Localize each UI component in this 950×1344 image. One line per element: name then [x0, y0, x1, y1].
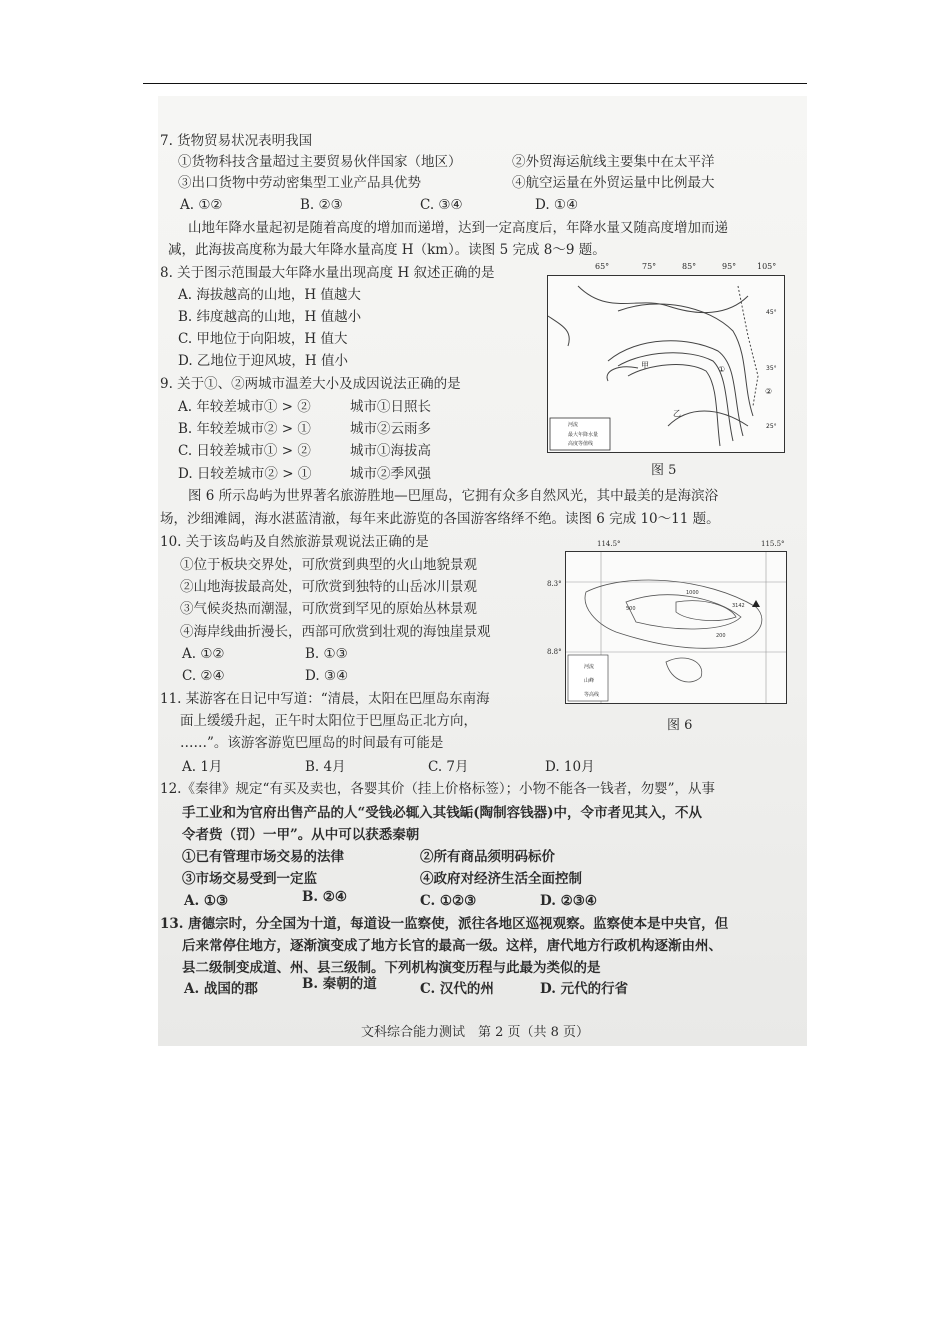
- top-rule: [143, 83, 807, 84]
- text-line: ④政府对经济生活全面控制: [420, 871, 582, 887]
- fig6-peak-icon: [752, 600, 760, 607]
- fig6-contour-label: 500: [626, 606, 636, 612]
- fig6-lat-label: 8.8°: [547, 648, 562, 656]
- fig5-lat-label: 25°: [766, 423, 777, 430]
- text-line: 减，此海拔高度称为最大年降水量高度 H（km）。读图 5 完成 8～9 题。: [168, 242, 606, 258]
- fig5-contour: [578, 286, 748, 313]
- text-line: ①已有管理市场交易的法律: [182, 849, 344, 865]
- fig5-river: [738, 286, 758, 406]
- text-line: D. 乙地位于迎风坡，H 值小: [178, 353, 348, 369]
- fig6-lat-label: 8.3°: [547, 580, 562, 588]
- fig5-legend-river: 河流: [568, 422, 579, 428]
- text-line: D. 元代的行省: [540, 981, 629, 997]
- text-line: ①货物科技含量超过主要贸易伙伴国家（地区）: [178, 154, 462, 170]
- figure-5-caption: 图 5: [651, 463, 677, 478]
- text-line: 令者赀（罚）一甲”。从中可以获悉秦朝: [182, 827, 420, 843]
- fig5-legend-max: 最大年降水量: [568, 432, 599, 438]
- text-line: 8. 关于图示范围最大年降水量出现高度 H 叙述正确的是: [160, 265, 495, 281]
- fig6-lon-row: [565, 540, 785, 552]
- text-line: 城市②云雨多: [350, 421, 431, 437]
- text-line: 图 6 所示岛屿为世界著名旅游胜地—巴厘岛，它拥有众多自然风光，其中最美的是海滨浴: [188, 488, 719, 504]
- text-line: ①位于板块交界处，可欣赏到典型的火山地貌景观: [180, 557, 477, 573]
- fig5-lon-label: 75°: [642, 262, 657, 271]
- text-line: B. ①③: [305, 646, 348, 662]
- text-line: ④海岸线曲折漫长，西部可欣赏到壮观的海蚀崖景观: [180, 624, 491, 640]
- figure-5-svg: [548, 276, 784, 452]
- text-line: ②所有商品须明码标价: [420, 849, 555, 865]
- fig5-contour: [608, 341, 743, 436]
- text-line: A. 海拔越高的山地，H 值越大: [178, 287, 361, 303]
- text-line: C. ①②③: [420, 893, 477, 909]
- text-line: 城市①海拔高: [350, 443, 431, 459]
- text-line: 山地年降水量起初是随着高度的增加而递增，达到一定高度后，年降水量又随高度增加而递: [188, 220, 728, 236]
- text-line: 城市①日照长: [350, 399, 431, 415]
- text-line: 面上缓缓升起，正午时太阳位于巴厘岛正北方向，: [180, 713, 477, 729]
- fig6-contour: [626, 595, 741, 629]
- text-line: C. 甲地位于向阳坡，H 值大: [178, 331, 348, 347]
- text-line: ③出口货物中劳动密集型工业产品具优势: [178, 175, 421, 191]
- text-line: ③市场交易受到一定监: [182, 871, 317, 887]
- fig5-lon-label: 65°: [595, 262, 610, 271]
- fig6-lon-label: 114.5°: [597, 540, 621, 548]
- text-line: 13. 唐德宗时，分全国为十道，每道设一监察使，派往各地区巡视观察。监察使本是中央官，但: [160, 916, 729, 932]
- fig5-lat-label: 45°: [766, 309, 777, 316]
- fig5-lon-label: 85°: [682, 262, 697, 271]
- fig5-lon-row: [547, 262, 783, 274]
- fig6-contour-label: 200: [716, 633, 726, 639]
- text-line: B. 4月: [305, 759, 346, 775]
- text-line: 场，沙细滩阔，海水湛蓝清澈，每年来此游览的各国游客络绎不绝。读图 6 完成 10～11 题。: [160, 511, 720, 527]
- text-line: 县二级制变成道、州、县三级制。下列机构演变历程与此最为类似的是: [182, 960, 601, 976]
- figure-6-caption: 图 6: [667, 718, 693, 733]
- fig6-legend-peak: 山峰: [584, 678, 595, 684]
- text-line: C. 7月: [428, 759, 469, 775]
- text-line: ④航空运量在外贸运量中比例最大: [512, 175, 715, 191]
- page-footer: 文科综合能力测试 第 2 页（共 8 页）: [360, 1025, 590, 1040]
- text-line: 7. 货物贸易状况表明我国: [160, 133, 313, 149]
- text-line: 城市②季风强: [350, 466, 431, 482]
- fig6-legend-contour: 等高线: [584, 692, 600, 698]
- fig6-contour: [676, 601, 736, 621]
- text-line: D. 日较差城市② > ①: [178, 466, 312, 482]
- fig5-contour: [618, 353, 733, 441]
- fig5-contour: [548, 316, 569, 346]
- text-line: B. 秦朝的道: [302, 976, 377, 992]
- fig5-legend-contour: 高度等值线: [568, 441, 594, 447]
- text-line: A. 1月: [182, 759, 223, 775]
- fig5-contour: [618, 304, 753, 416]
- text-line: A. 战国的郡: [184, 981, 258, 997]
- text-line: B. 年较差城市② > ①: [178, 421, 311, 437]
- text-line: C. 日较差城市① > ②: [178, 443, 311, 459]
- fig5-lon-label: 95°: [722, 262, 737, 271]
- figure-5-map: [547, 275, 785, 453]
- text-line: C. 汉代的州: [420, 981, 494, 997]
- fig6-legend-river: 河流: [584, 664, 595, 670]
- text-line: D. ③④: [305, 668, 349, 684]
- text-line: ③气候炎热而潮湿，可欣赏到罕见的原始丛林景观: [180, 601, 477, 617]
- fig5-city-1: ①: [718, 365, 726, 374]
- text-line: A. ①②: [182, 646, 225, 662]
- fig6-coastline: [666, 658, 702, 682]
- text-line: A. 年较差城市① > ②: [178, 399, 311, 415]
- fig5-place-yi: 乙: [673, 409, 681, 418]
- text-line: 12.《秦律》规定“有买及卖也，各婴其价（挂上价格标签）；小物不能各一钱者，勿婴”，从事: [160, 781, 716, 797]
- text-line: ②外贸海运航线主要集中在太平洋: [512, 154, 715, 170]
- text-line: B. 纬度越高的山地，H 值越小: [178, 309, 362, 325]
- text-line: A. ①②: [180, 197, 223, 213]
- fig5-lat-label: 35°: [766, 365, 777, 372]
- text-line: D. ②③④: [540, 893, 597, 909]
- text-line: A. ①③: [184, 893, 229, 909]
- text-line: B. ②③: [300, 197, 343, 213]
- text-line: D. ①④: [535, 197, 579, 213]
- text-line: C. ③④: [420, 197, 463, 213]
- text-line: 手工业和为官府出售产品的人“受钱必辄入其钱缿(陶制容钱器)中，令市者见其入，不从: [182, 805, 703, 821]
- text-line: ……”。该游客游览巴厘岛的时间最有可能是: [180, 735, 444, 751]
- text-line: C. ②④: [182, 668, 225, 684]
- text-line: ②山地海拔最高处，可欣赏到独特的山岳冰川景观: [180, 579, 477, 595]
- fig5-lon-label: 105°: [757, 262, 777, 271]
- fig6-coastline: [585, 580, 762, 648]
- figure-6-map: [565, 551, 787, 704]
- fig5-contour: [607, 367, 638, 381]
- fig6-peak-label: 3142: [732, 603, 745, 609]
- text-line: 10. 关于该岛屿及自然旅游景观说法正确的是: [160, 534, 429, 550]
- text-line: B. ②④: [302, 889, 348, 905]
- fig5-place-jia: 甲: [641, 361, 649, 370]
- fig5-city-2: ②: [765, 387, 773, 396]
- fig6-contour-label: 1000: [686, 590, 699, 596]
- fig5-contour: [628, 365, 720, 446]
- fig6-lon-label: 115.5°: [761, 540, 785, 548]
- figure-6-svg: [566, 552, 786, 703]
- text-line: 后来常停住地方，逐渐演变成了地方长官的最高一级。这样，唐代地方行政机构逐渐由州、: [182, 938, 722, 954]
- text-line: 11. 某游客在日记中写道：“清晨，太阳在巴厘岛东南海: [160, 691, 490, 707]
- text-line: D. 10月: [545, 759, 595, 775]
- text-line: 9. 关于①、②两城市温差大小及成因说法正确的是: [160, 376, 461, 392]
